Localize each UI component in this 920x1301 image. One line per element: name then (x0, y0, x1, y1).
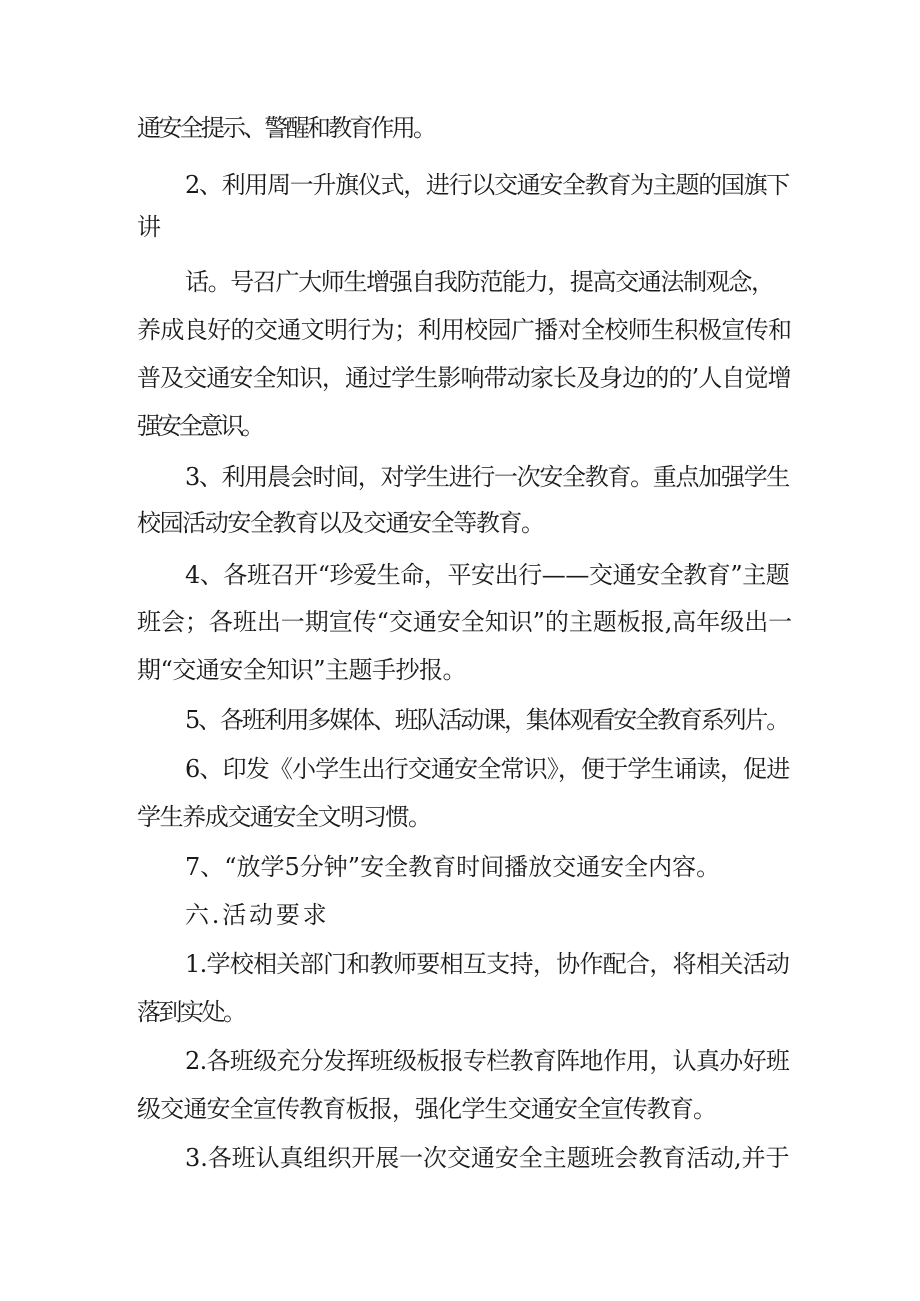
text-line: 落到实处。 (137, 998, 245, 1026)
text-line: 强安全意识。 (137, 412, 262, 440)
text-line: 2、利用周一升旗仪式，进行以交通安全教育为主题的国旗下 (185, 171, 789, 199)
text-line: 7、“放学5分钟”安全教育时间播放交通安全内容。 (185, 853, 721, 881)
text-line: 1.学校相关部门和教师要相互支持，协作配合，将相关活动 (185, 950, 790, 978)
text-line: 级交通安全宣传教育板报，强化学生交通安全宣传教育。 (137, 1095, 717, 1123)
text-line: 校园活动安全教育以及交通安全等教育。 (137, 509, 544, 537)
text-line: 养成良好的交通文明行为；利用校园广播对全校师生积极宣传和 (137, 316, 792, 344)
text-line: 3、利用晨会时间，对学生进行一次安全教育。重点加强学生 (185, 463, 789, 491)
text-line: 学生养成交通安全文明习惯。 (137, 803, 431, 831)
text-line: 3.各班认真组织开展一次交通安全主题班会教育活动,并于 (185, 1144, 790, 1172)
text-line: 班会；各班出一期宣传“交通安全知识”的主题板报,高年级出一 (137, 608, 793, 636)
text-line: 5、各班利用多媒体、班队活动课，集体观看安全教育系列片。 (185, 706, 789, 734)
text-line: 期“交通安全知识”主题手抄报。 (137, 656, 467, 684)
text-line: 6、印发《小学生出行交通安全常识》，便于学生诵读，促进 (185, 755, 790, 783)
text-line: 普及交通安全知识，通过学生影响带动家长及身边的的’人自觉增 (137, 364, 791, 392)
text-line: 话。号召广大师生增强自我防范能力，提高交通法制观念， (185, 268, 774, 296)
text-line: 六.活动要求 (185, 901, 330, 929)
text-line: 讲 (137, 213, 161, 241)
text-line: 4、各班召开“珍爱生命，平安出行——交通安全教育”主题 (185, 561, 790, 589)
text-line: 通安全提示、警醒和教育作用。 (137, 114, 435, 142)
text-line: 2.各班级充分发挥班级板报专栏教育阵地作用，认真办好班 (185, 1047, 790, 1075)
